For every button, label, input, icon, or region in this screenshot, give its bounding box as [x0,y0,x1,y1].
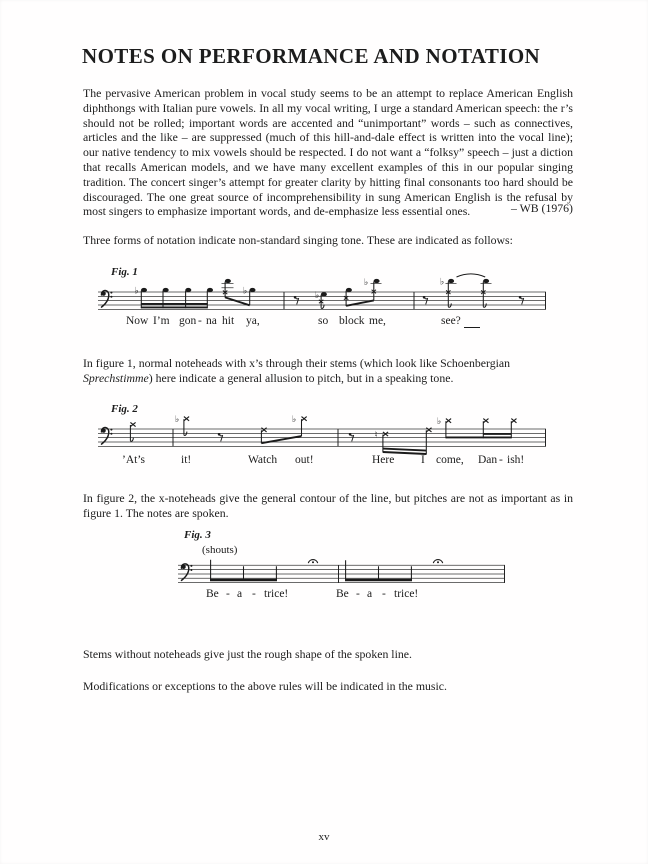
lyric-syllable: Watch [248,454,278,466]
ledger-lines [222,283,492,287]
lyric-syllable: come, [436,454,464,466]
caption-italic-term: Sprechstimme [83,370,149,385]
eighth-rest-icon [349,433,354,441]
lyric-syllable: Now [126,315,149,327]
flat-icon: ♭ [437,417,442,428]
x-notehead-icon [383,432,388,436]
lyric-syllable: it! [181,454,192,466]
caption-text: ) here indicate a general allusion to pitch, but in a speaking tone. [148,370,454,385]
tied-notes-see [440,274,489,307]
stem-group-beatrice-2 [345,560,412,580]
lyric-syllable: gon [179,315,197,327]
lyric-syllable: me, [369,315,386,327]
lyric-syllable: a [237,588,243,600]
figure-1-label: Fig. 1 [111,266,138,278]
lyric-syllable: trice! [394,588,419,600]
attribution: – WB (1976) [510,201,573,215]
intro-paragraph: The pervasive American problem in vocal study seems to be an attempt to replace American English diphthongs with Italian pure vowels. In all my vocal writing, I urge a standard American speech: the r’s should not be rolled; important words are accented and “unimportant” words – such as connectives, articles and the like – are suppressed (much of this hill-and-dale effect is written into the vocal line); our native tendency to mix vowels should be respected. I do not want a “folksy” speech – just a diction that recalls American models, and we have many excellent examples of this in our popular singing tradition. The concert singer’s attempt for greater clarity by hitting final consonants too hard should be discouraged. The one great source of incomprehensibility in sung American English is the refusal by most singers to emphasize important words, and de-emphasize less essential ones. [83,86,573,219]
lyric-syllable: trice! [264,588,289,600]
flat-icon: ♭ [134,286,139,297]
lyric-hyphen: - [198,315,202,327]
lyric-syllable: I [421,454,425,466]
x-note-pair-here-i [375,428,432,455]
notation-intro: Three forms of notation indicate non-standard singing tone. These are indicated as follows: [83,233,513,247]
x-notehead-icon [261,428,266,432]
lyric-syllable: hit [222,315,235,327]
closing-note-2: Modifications or exceptions to the above rules will be indicated in the music. [83,679,447,693]
lyric-syllable: ish! [507,454,525,466]
flat-icon: ♭ [315,291,320,301]
x-note-group-come-dan-ish [437,417,517,438]
x-notehead-icon [302,417,307,421]
lyric-syllable: Be [336,588,349,600]
flat-icon: ♭ [440,277,445,288]
lyric-syllable: out! [295,454,314,466]
flat-icon: ♭ [292,415,297,425]
lyric-syllable: ’At’s [122,454,145,466]
lyric-syllable: block [339,315,365,327]
figure-3-annotation: (shouts) [202,544,238,556]
fermata-icon [308,560,317,564]
x-notehead-icon [184,417,189,421]
lyric-hyphen: - [356,588,360,600]
lyric-syllable: Here [372,454,395,466]
tie-curve [457,274,486,277]
flat-icon: ♭ [364,277,369,288]
figure-2-caption: In figure 2, the x-noteheads give the general contour of the line, but pitches are not as important as in figure 1. The notes are spoken. [83,491,573,520]
x-notehead-icon [426,428,431,432]
lyric-syllable: ya, [246,315,260,327]
lyric-hyphen: - [226,588,230,600]
page-number: xv [318,831,330,843]
lyric-syllable: see? [441,315,461,327]
x-notehead-icon [511,419,516,423]
natural-icon: ♮ [374,430,378,441]
eighth-note-so [315,291,327,308]
lyric-syllable: a [367,588,373,600]
lyric-syllable: na [206,315,217,327]
figure-2-label: Fig. 2 [111,403,138,415]
eighth-rest-icon [218,433,223,441]
lyric-hyphen: - [382,588,386,600]
figure-3-label: Fig. 3 [184,529,211,541]
x-notehead-icon [130,422,135,426]
lyric-syllable: Dan [478,454,498,466]
flat-icon: ♭ [175,415,180,425]
x-notehead-icon [483,419,488,423]
eighth-rest-icon [519,296,524,304]
page-title: NOTES ON PERFORMANCE AND NOTATION [82,44,541,68]
x-note-it [175,415,189,435]
lyric-syllable: Be [206,588,219,600]
caption-text: In figure 1, normal noteheads with x’s through their stems (which look like Schoenbergian [83,356,511,370]
lyric-syllable: so [318,315,329,327]
eighth-rest-icon [423,296,428,304]
closing-note-1: Stems without noteheads give just the rough shape of the spoken line. [83,647,412,661]
lyric-syllable: I’m [153,315,170,327]
x-notehead-icon [446,419,451,423]
figure-1-caption [83,356,573,386]
lyric-hyphen: - [252,588,256,600]
fermata-icon [433,560,442,564]
flat-icon: ♭ [243,286,248,297]
lyric-hyphen: - [499,454,503,466]
lyric-extender-line [464,327,480,328]
eighth-rest-icon [294,296,299,304]
x-note-ats [130,422,135,441]
